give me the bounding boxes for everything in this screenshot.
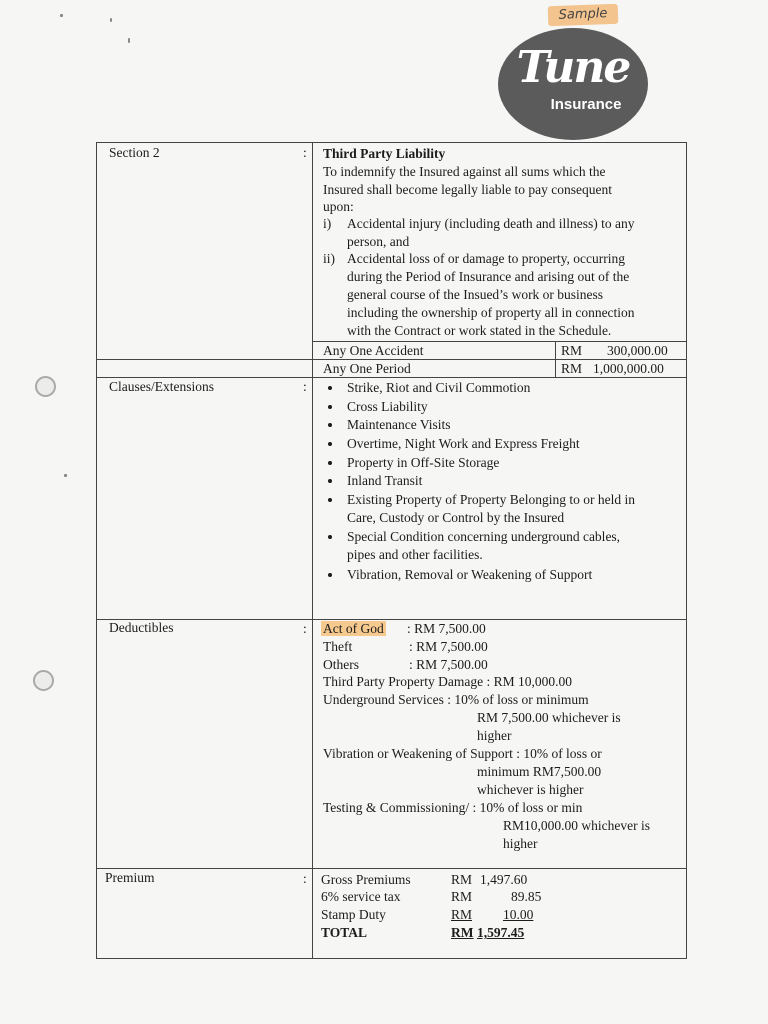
row-divider xyxy=(97,868,686,869)
section2-title: Third Party Liability xyxy=(323,146,446,161)
premium-total-currency: RM xyxy=(451,925,474,940)
clauses-label: Clauses/Extensions xyxy=(109,379,214,394)
section2-text-line: Insured shall become legally liable to pay consequent xyxy=(323,182,613,197)
item-line: general course of the Insued’s work or business xyxy=(347,287,604,302)
cell-divider xyxy=(555,341,556,377)
logo-sub: Insurance xyxy=(550,96,622,113)
deductible-line: RM 7,500.00 whichever is xyxy=(477,710,621,725)
item-line: with the Contract or work stated in the Schedule. xyxy=(347,323,612,338)
clause-item: Strike, Riot and Civil Commotion xyxy=(347,380,531,395)
section2-label: Section 2 xyxy=(109,145,160,160)
scan-speck xyxy=(60,14,63,17)
premium-total-amount: 1,597.45 xyxy=(477,925,525,940)
item-line: including the ownership of property all in connection xyxy=(347,305,635,320)
row-divider xyxy=(97,619,686,620)
column-divider xyxy=(312,143,313,958)
clause-item-cont: Care, Custody or Control by the Insured xyxy=(347,510,565,525)
scan-speck xyxy=(128,38,130,43)
punch-hole xyxy=(33,670,54,691)
bullet xyxy=(328,535,332,539)
limit-currency: RM xyxy=(561,361,583,376)
premium-label: Premium xyxy=(105,870,155,885)
clause-item: Special Condition concerning underground cables, xyxy=(347,529,621,544)
deductible-line: Third Party Property Damage : RM 10,000.00 xyxy=(323,674,572,689)
bullet xyxy=(328,405,332,409)
bullet xyxy=(328,479,332,483)
bullet xyxy=(328,386,332,390)
deductible-line: RM10,000.00 whichever is xyxy=(503,818,650,833)
logo-brand: Tune xyxy=(516,42,630,93)
bullet xyxy=(328,573,332,577)
clause-item: Existing Property of Property Belonging to or held in xyxy=(347,492,635,507)
section2-text-line: To indemnify the Insured against all sums which the xyxy=(323,164,606,179)
act-of-god-highlight: Act of God xyxy=(323,621,384,636)
deductible-value: : RM 7,500.00 xyxy=(409,639,488,654)
premium-amount: 1,497.60 xyxy=(480,872,528,887)
item-line: Accidental loss of or damage to property, occurring xyxy=(347,251,626,266)
premium-currency: RM xyxy=(451,889,473,904)
bullet xyxy=(328,442,332,446)
premium-total-label: TOTAL xyxy=(321,925,368,940)
deductible-value: : RM 7,500.00 xyxy=(407,621,486,636)
deductible-line: Vibration or Weakening of Support : 10% of loss or xyxy=(323,746,602,761)
deductible-line: Testing & Commissioning/ : 10% of loss or min xyxy=(323,800,583,815)
section2-text-line: upon: xyxy=(323,199,354,214)
item-number: i) xyxy=(323,216,332,231)
deductible-value: : RM 7,500.00 xyxy=(409,657,488,672)
limit-amount: 300,000.00 xyxy=(607,343,668,358)
premium-amount: 10.00 xyxy=(503,907,534,922)
deductibles-label: Deductibles xyxy=(109,620,174,635)
premium-row-label: Gross Premiums xyxy=(321,872,411,887)
deductible-line: Underground Services : 10% of loss or minimum xyxy=(323,692,589,707)
premium-row-label: Stamp Duty xyxy=(321,907,386,922)
item-line: during the Period of Insurance and arising out of the xyxy=(347,269,630,284)
clause-item: Maintenance Visits xyxy=(347,417,451,432)
deductible-line: higher xyxy=(477,728,512,743)
scan-speck xyxy=(110,18,112,22)
bullet xyxy=(328,461,332,465)
deductible-line: minimum RM7,500.00 xyxy=(477,764,602,779)
premium-row-label: 6% service tax xyxy=(321,889,401,904)
limit-label: Any One Period xyxy=(323,361,411,376)
deductible-line: higher xyxy=(503,836,538,851)
tune-insurance-logo xyxy=(498,28,648,140)
clause-item: Inland Transit xyxy=(347,473,423,488)
deductible-line: whichever is higher xyxy=(477,782,584,797)
sample-stamp: Sample xyxy=(548,4,619,26)
premium-currency: RM xyxy=(451,907,473,922)
item-line: person, and xyxy=(347,234,410,249)
clause-item: Property in Off-Site Storage xyxy=(347,455,500,470)
limit-amount: 1,000,000.00 xyxy=(593,361,664,376)
premium-amount: 89.85 xyxy=(511,889,542,904)
limit-label: Any One Accident xyxy=(323,343,424,358)
punch-hole xyxy=(35,376,56,397)
bullet xyxy=(328,498,332,502)
deductible-label: Theft xyxy=(323,639,353,654)
item-line: Accidental injury (including death and illness) to any xyxy=(347,216,635,231)
clause-item-cont: pipes and other facilities. xyxy=(347,547,483,562)
clause-item: Overtime, Night Work and Express Freight xyxy=(347,436,580,451)
scan-speck xyxy=(64,474,67,477)
item-number: ii) xyxy=(323,251,335,266)
policy-table: Section 2 : Third Party Liability To indemnify the Insured against all sums which the Insured shall become legally liable to pay consequent upon: i) Accidental injury (including death and illness) to any person, and ii) Accidental loss of or damage to property, occurring during the Period of Insurance and arising out of the general course of the Insued’s work or business including the ownership of property all in connection with the Contract or work stated in the Schedule. Any One Accident RM 300,000.00 Any One Period RM 1,000,000.00 Clauses/Extensions : Strike, Riot and Civil Commotion Cross Liability Maintenance Visits Overtime, Night Work and Express Freight Property in Off-Site Storage Inland Transit Existing Property of Property Belonging to or held in Care, Custody or Control by the Insured Special Condition concerning underground cables, pipes and other facilities. Vibration, Removal or Weakening of Support Deductibles : Act of God : RM 7,500.00 Theft : RM 7,500.00 Others : RM 7,500.00 Third Party Property Damage : RM 10,000.00 Underground Services : 10% of loss or minimum RM 7,500.00 whichever is higher Vibration or Weakening of Support : 10% of loss or minimum RM7,500.00 whichever is higher Testing & Commissioning/ : 10% of loss or min RM10,000.00 whichever is higher Premium : Gross Premiums RM 1,497.60 6% service tax RM 89.85 Stamp Duty RM 10.00 TOTAL RM 1,597.45 xyxy=(96,142,687,959)
deductible-label: Others xyxy=(323,657,359,672)
bullet xyxy=(328,423,332,427)
clause-item: Vibration, Removal or Weakening of Support xyxy=(347,567,593,582)
limit-currency: RM xyxy=(561,343,583,358)
clause-item: Cross Liability xyxy=(347,399,428,414)
premium-currency: RM xyxy=(451,872,473,887)
